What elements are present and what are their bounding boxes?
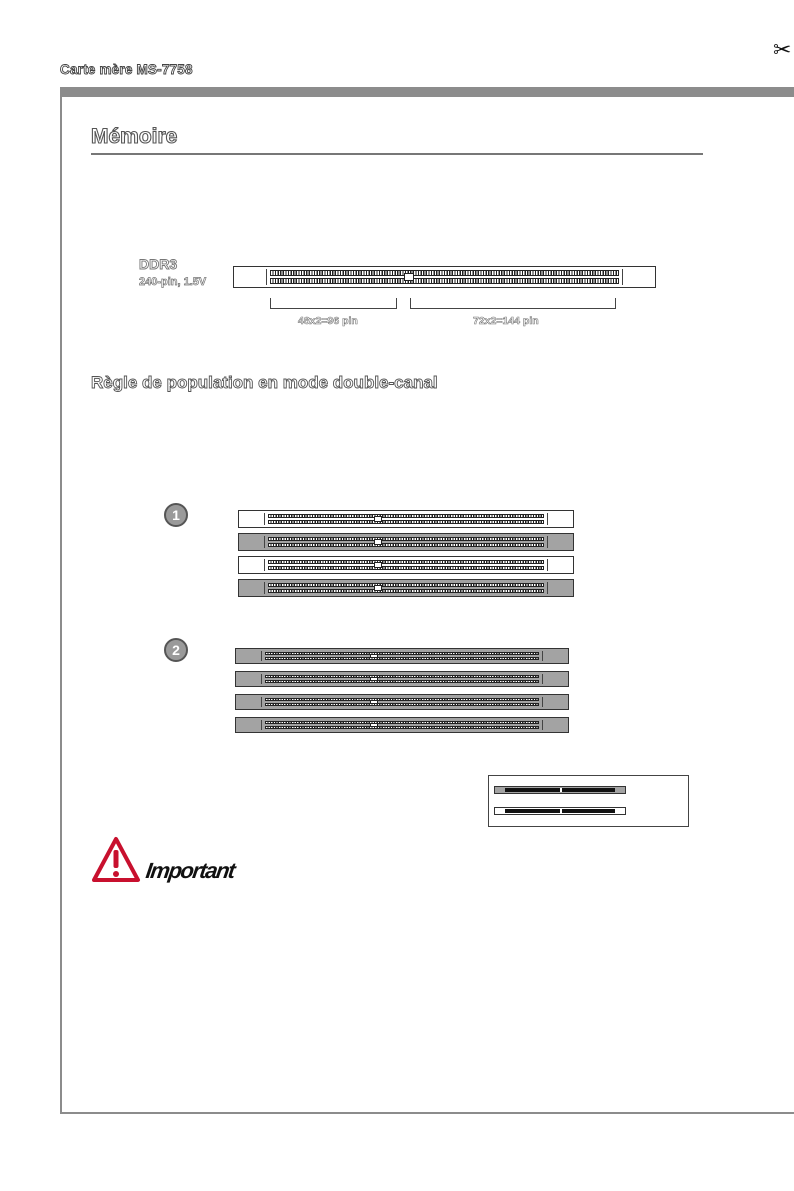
dimm-slot-1 bbox=[238, 510, 574, 528]
slot-legend bbox=[488, 775, 689, 827]
ddr-type-label: DDR3 bbox=[139, 256, 178, 272]
dimm-slot-2 bbox=[238, 533, 574, 551]
dimm-slot-3 bbox=[235, 694, 569, 710]
right-pin-count: 72x2=144 pin bbox=[473, 315, 539, 327]
right-pin-bracket bbox=[410, 298, 616, 309]
population-rule-title: Règle de population en mode double-canal bbox=[91, 373, 438, 392]
dimm-slot-4 bbox=[238, 579, 574, 597]
header-title: Carte mère MS-7758 bbox=[60, 62, 193, 77]
important-label: Important bbox=[144, 858, 236, 883]
scissors-icon: ✂ bbox=[773, 38, 792, 63]
warning-triangle-icon bbox=[91, 835, 141, 890]
ddr-spec-label: 240-pin, 1.5V bbox=[139, 276, 207, 288]
bottom-rule bbox=[60, 1112, 794, 1114]
dimm-slot-2 bbox=[235, 671, 569, 687]
dimm-slot-3 bbox=[238, 556, 574, 574]
left-pin-count: 48x2=96 pin bbox=[298, 315, 358, 327]
title-underline bbox=[91, 153, 703, 155]
left-pin-bracket bbox=[270, 298, 397, 309]
legend-empty-slot bbox=[494, 807, 626, 815]
dimm-slot-4 bbox=[235, 717, 569, 733]
header-band bbox=[62, 87, 794, 97]
ddr3-module-diagram bbox=[233, 266, 656, 288]
left-margin-rule bbox=[60, 87, 62, 1114]
section-title: Mémoire bbox=[91, 125, 178, 148]
config-1-badge: 1 bbox=[164, 503, 188, 527]
legend-installed-module bbox=[494, 786, 626, 794]
dimm-slot-1 bbox=[235, 648, 569, 664]
config-2-badge: 2 bbox=[164, 638, 188, 662]
